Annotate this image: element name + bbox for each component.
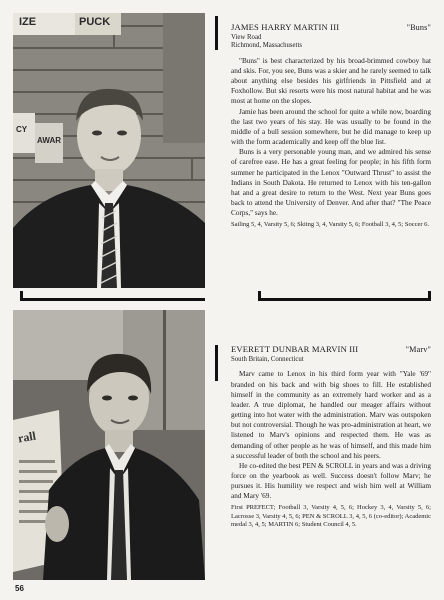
separator-rule-right — [258, 298, 431, 301]
student-nickname: "Buns" — [406, 23, 431, 32]
body-paragraph: He co-edited the best PEN & SCROLL in years and was a driving force on the yearbook as well. Success doesn't follow Marv; he pursues it. His humility we respect and wish him well at William and Mary '69. — [231, 461, 431, 501]
poster-text: rall — [16, 428, 37, 446]
entry-heading — [231, 344, 431, 355]
senior-entry-marvin — [231, 344, 431, 530]
portrait-photo-marvin — [13, 310, 205, 580]
portrait-image-martin — [13, 13, 205, 288]
student-nickname: "Marv" — [405, 345, 431, 354]
address-line: South Britain, Connecticut — [231, 356, 304, 363]
activities-list: Sailing 5, 4, Varsity 5, 6; Skiing 3, 4, Varsity 5, 6; Football 3, 4, 5; Soccer 6. — [231, 221, 430, 229]
entry-body — [231, 56, 431, 219]
student-name: JAMES HARRY MARTIN III — [231, 22, 340, 32]
address-line: View Road — [231, 34, 262, 41]
portrait-image-marvin — [13, 310, 205, 580]
entry-heading — [231, 22, 431, 33]
body-paragraph: "Buns" is best characterized by his broad-brimmed cowboy hat and skis. For, you see, Buns was a skier and he rarely seemed to talk about anything else besides his girlfriends in Pittsfield and at Foxhollow. But ski resorts were his most natural habitat and he was most at home on the slopes. — [231, 56, 431, 106]
bottom-entry-vertical-rule — [215, 345, 218, 381]
student-address — [231, 34, 431, 51]
body-paragraph: Marv came to Lenox in his third form year with "Yale '69" branded on his back and with big shoes to fill. He established himself in the community as an extremely hard worker and as a leader. A true diplomat, he handled our meager affairs without getting into hot water with the administration. Marv was outspoken but not controversial. Though he was pro-administration at heart, we listened to Marv's opinions and respected them. He was as demanding of other people as he was of himself, and this made him a successful leader of both the school and his peers. — [231, 370, 431, 460]
separator-rule-left — [20, 298, 205, 301]
student-name: EVERETT DUNBAR MARVIN III — [231, 344, 359, 354]
page-number: 56 — [15, 584, 24, 593]
address-line: Richmond, Massachusetts — [231, 42, 302, 50]
body-paragraph: Buns is a very personable young man, and we admired his sense of carefree ease. He has a great feeling for people; in his fifth form summer he participated in the Lenox "Outward Thrust" to assist the Indians in South Dakota. He returned to Lenox with his ten-gallon hat and a great desire to return to the West. Next year Buns goes back to attend the University of Denver. And after that? "The Peace Corps," says he. — [231, 148, 431, 218]
sign-text-2: PUCK — [79, 16, 111, 28]
portrait-photo-martin — [13, 13, 205, 288]
separator-tick-right — [428, 291, 431, 301]
top-entry-vertical-rule — [215, 16, 218, 50]
sign-text-4: CY — [16, 125, 28, 134]
entry-body — [231, 369, 431, 501]
sign-text-3: AWAR — [37, 136, 61, 145]
sign-text-1: IZE — [19, 16, 37, 28]
senior-entry-martin — [231, 22, 431, 230]
body-paragraph: Jamie has been around the school for quite a while now, boarding the last two years of his stay. He was usually to be found in the middle of a bull session somewhere, but he did manage to keep up with the form academically and keep off the blue list. — [231, 107, 431, 147]
activities-list: First PREFECT; Football 3, Varsity 4, 5, 6; Hockey 3, 4, Varsity 5, 6; Lacrosse 3, Varsity 4, 5, 6; PEN & SCROLL 3, 4, 5, 6 (co-editor); Academic medal 3, 4, 5; MARTIN 6; Student Council 4, 5. — [231, 504, 431, 529]
student-address — [231, 356, 431, 364]
